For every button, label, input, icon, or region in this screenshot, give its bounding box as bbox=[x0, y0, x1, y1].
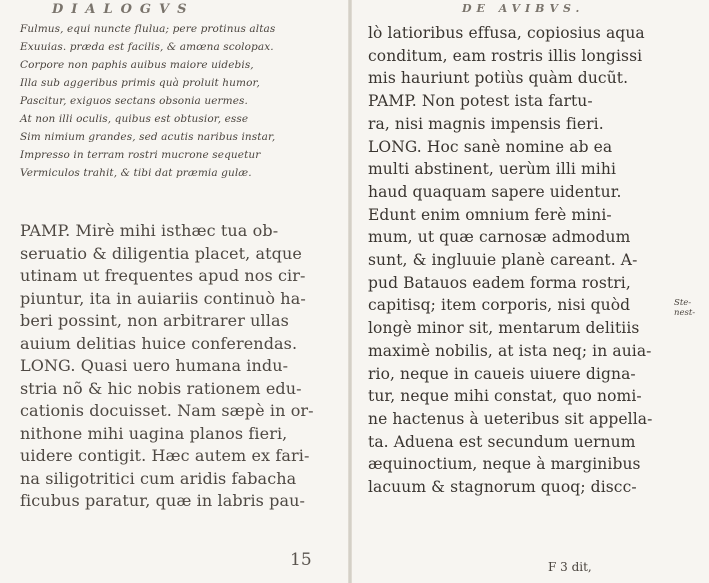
text-line: beri possint, non arbitrarer ullas bbox=[20, 311, 289, 330]
text-line: utinam ut frequentes apud nos cir- bbox=[20, 266, 306, 285]
prose-block bbox=[20, 220, 345, 513]
text-line: mum, ut quæ carnosæ admodum bbox=[368, 228, 631, 247]
signature-mark: F 3 dit, bbox=[548, 560, 592, 574]
text-line: LONG. Hoc sanè nomine ab ea bbox=[368, 137, 613, 156]
text-line: conditum, eam rostris illis longissi bbox=[368, 46, 643, 65]
running-head: DIALOGVS bbox=[52, 2, 195, 17]
verse-block bbox=[20, 20, 340, 182]
running-head: DE AVIBVS. bbox=[462, 2, 585, 15]
verse-line: Illa sub aggeribus primis quà proluit humor, bbox=[20, 77, 260, 89]
text-line: lò latioribus effusa, copiosius aqua bbox=[368, 24, 645, 42]
text-line: multi abstinent, uerùm illi mihi bbox=[368, 160, 616, 179]
text-line: uidere contigit. Hæc autem ex fari- bbox=[20, 446, 310, 465]
verse-line: At non illi oculis, quibus est obtusior, esse bbox=[20, 113, 249, 125]
text-line: longè minor sit, mentarum delitiis bbox=[368, 319, 640, 338]
text-line: auium delitias huice conferendas. bbox=[20, 333, 298, 353]
text-line: haud quaquam sapere uidentur. bbox=[368, 182, 622, 201]
text-line: PAMP. Mirè mihi isthæc tua ob- bbox=[20, 221, 279, 240]
text-line: æquinoctium, neque à marginibus bbox=[368, 455, 641, 474]
text-line: ficubus paratur, quæ in labris pau- bbox=[20, 491, 306, 510]
text-line: rio, neque in caueis uiuere digna- bbox=[368, 364, 636, 383]
right-page bbox=[352, 0, 709, 583]
text-line: capitisq; item corporis, nisi quòd bbox=[368, 296, 631, 315]
text-line: cationis docuisset. Nam sæpè in or- bbox=[20, 401, 314, 420]
text-line: seruatio & diligentia placet, atque bbox=[20, 243, 302, 263]
verse-line: Pascitur, exiguos sectans obsonia uermes. bbox=[20, 95, 248, 107]
margin-note: Ste- nest- bbox=[674, 298, 696, 318]
text-line: Edunt enim omnium ferè mini- bbox=[368, 205, 612, 224]
text-line: stria nõ & hic nobis rationem edu- bbox=[20, 378, 302, 398]
verse-line: Exuuias. præda est facilis, & amœna scolopax. bbox=[20, 41, 274, 53]
text-line: sunt, & ingluuie planè careant. A- bbox=[368, 251, 638, 270]
text-line: PAMP. Non potest ista fartu- bbox=[368, 92, 593, 111]
text-line: na siligotritici cum aridis fabacha bbox=[20, 468, 297, 488]
page-number: 15 bbox=[290, 550, 312, 570]
text-line: ne hactenus à ueteribus sit appella- bbox=[368, 409, 653, 428]
prose-block bbox=[368, 22, 686, 499]
text-line: LONG. Quasi uero humana indu- bbox=[20, 356, 289, 375]
verse-line: Corpore non paphis auibus maiore uidebis, bbox=[20, 59, 254, 71]
text-line: nithone mihi uagina planos fieri, bbox=[20, 423, 288, 443]
verse-line: Fulmus, equi nuncte flulua; pere protinus altas bbox=[20, 23, 276, 35]
text-line: tur, neque mihi constat, quo nomi- bbox=[368, 387, 642, 406]
text-line: piuntur, ita in auiariis continuò ha- bbox=[20, 288, 306, 308]
text-line: ra, nisi magnis impensis fieri. bbox=[368, 114, 604, 133]
verse-line: Impresso in terram rostri mucrone sequetur bbox=[20, 149, 261, 161]
text-line: mis hauriunt potiùs quàm ducũt. bbox=[368, 69, 629, 88]
left-page bbox=[0, 0, 348, 583]
text-line: ta. Aduena est secundum uernum bbox=[368, 432, 636, 451]
text-line: pud Batauos eadem forma rostri, bbox=[368, 273, 631, 292]
text-line: maximè nobilis, at ista neq; in auia- bbox=[368, 341, 652, 360]
verse-line: Vermiculos trahit, & tibi dat præmia gulæ. bbox=[20, 167, 252, 179]
verse-line: Sim nimium grandes, sed acutis naribus instar, bbox=[20, 131, 276, 143]
text-line: lacuum & stagnorum quoq; discc- bbox=[368, 478, 637, 497]
